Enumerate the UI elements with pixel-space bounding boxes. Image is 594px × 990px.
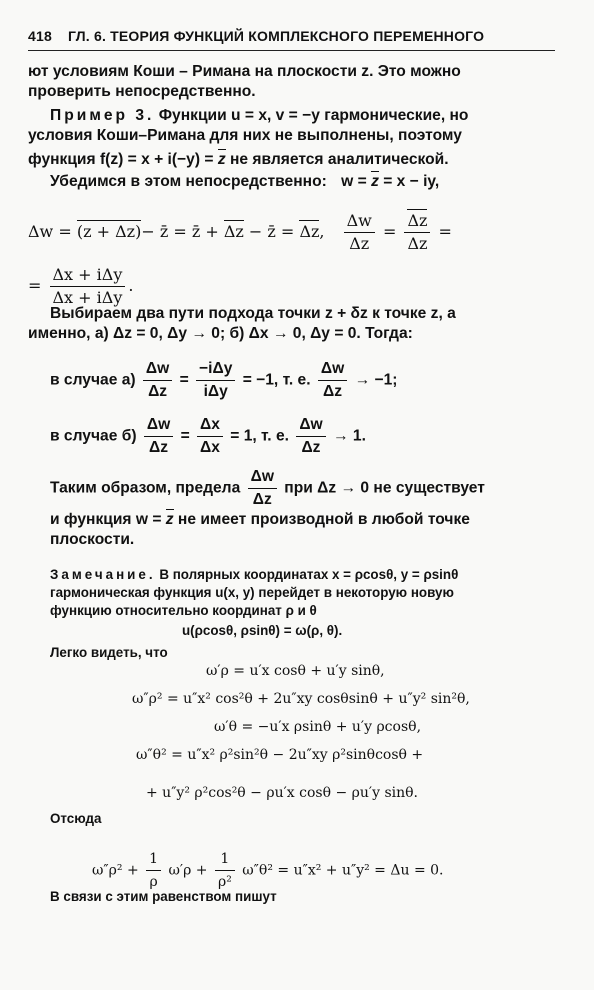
formula-text: = −1, т. е. bbox=[242, 371, 311, 389]
text-line: функцию относительно координат ρ и θ bbox=[50, 603, 317, 618]
text-line: гармоническая функция u(x, y) перейдет в некоторую новую bbox=[50, 585, 454, 600]
formula-text: ω″ρ² + bbox=[92, 862, 139, 879]
formula-text: при Δz → 0 не существует bbox=[284, 479, 485, 497]
text-line: ют условиям Коши – Римана на плоскости z. Это можно bbox=[28, 63, 461, 80]
numerator: Δx bbox=[197, 414, 223, 437]
overlined-expr: Δz bbox=[223, 222, 244, 241]
formula-text: ω″θ² = u″x² + u″y² = Δu = 0. bbox=[242, 862, 444, 879]
denominator: Δz bbox=[148, 383, 168, 400]
denominator: Δz bbox=[349, 234, 370, 253]
overlined-expr: Δz bbox=[299, 222, 320, 241]
numerator: 1 bbox=[215, 848, 235, 871]
formula-line: u(ρcosθ, ρsinθ) = ω(ρ, θ). bbox=[182, 623, 343, 638]
fraction bbox=[143, 358, 172, 403]
laplace-equation bbox=[92, 848, 443, 893]
fraction bbox=[404, 210, 430, 255]
text-line: Легко видеть, что bbox=[50, 645, 168, 660]
case-a-line bbox=[50, 358, 397, 403]
running-title: ГЛ. 6. ТЕОРИЯ ФУНКЦИЙ КОМПЛЕКСНОГО ПЕРЕМЕННОГО bbox=[67, 28, 485, 44]
formula-text: = bbox=[179, 371, 189, 389]
denominator: Δz bbox=[252, 491, 272, 508]
z-bar: z bbox=[217, 151, 226, 168]
case-b-line bbox=[50, 414, 366, 459]
text-line: Отсюда bbox=[50, 811, 102, 826]
formula-text: = bbox=[28, 276, 42, 295]
fraction bbox=[146, 848, 161, 893]
text-line: В связи с этим равенством пишут bbox=[50, 889, 277, 904]
formula-text: − z̄ = bbox=[248, 222, 295, 241]
page-number: 418 bbox=[28, 28, 52, 44]
text-line: условия Коши–Римана для них не выполнены, поэтому bbox=[28, 127, 462, 144]
equation-ratio bbox=[28, 264, 133, 309]
overlined-expr: (z + Δz) bbox=[76, 222, 142, 241]
example-label: Пример 3. bbox=[50, 107, 155, 124]
numerator: Δx + iΔy bbox=[50, 264, 126, 287]
example-line bbox=[50, 106, 468, 126]
fraction bbox=[344, 210, 375, 255]
fraction bbox=[196, 358, 235, 403]
denominator: Δz bbox=[407, 234, 428, 253]
denominator: Δz bbox=[323, 383, 343, 400]
formula-text: Убедимся в этом непосредственно: bbox=[50, 173, 327, 190]
denominator: ρ² bbox=[217, 874, 232, 890]
denominator: iΔy bbox=[203, 383, 228, 400]
numerator: Δz bbox=[407, 211, 428, 230]
text-line: проверить непосредственно. bbox=[28, 83, 256, 100]
text-line: Функции u = x, v = −y гармонические, но bbox=[158, 107, 469, 124]
fraction bbox=[144, 414, 173, 459]
running-header bbox=[28, 28, 553, 44]
formula-text: Таким образом, предела bbox=[50, 479, 241, 497]
denominator: Δx bbox=[200, 439, 220, 456]
fraction bbox=[248, 466, 277, 511]
z-bar: z bbox=[165, 511, 174, 528]
text-line bbox=[50, 172, 439, 192]
formula-text: w = bbox=[341, 173, 367, 190]
derivative-formula: ω′ρ = u′x cosθ + u′y sinθ, bbox=[206, 663, 385, 679]
formula-text: , bbox=[319, 222, 325, 241]
derivative-formula: ω″θ² = u″x² ρ²sin²θ − 2u″xy ρ²sinθcosθ + bbox=[136, 747, 424, 763]
text-line bbox=[50, 466, 485, 511]
fraction bbox=[318, 358, 347, 403]
formula-text: = 1, т. е. bbox=[230, 427, 289, 445]
equation-delta-w bbox=[28, 210, 452, 255]
header-rule bbox=[28, 50, 555, 51]
denominator: Δz bbox=[149, 439, 169, 456]
numerator: Δw bbox=[318, 358, 347, 381]
formula-text: и функция w = bbox=[50, 511, 162, 528]
fraction bbox=[197, 414, 223, 459]
case-label: в случае б) bbox=[50, 427, 137, 445]
text-line: именно, а) Δz = 0, Δy → 0; б) Δx → 0, Δy = 0. Тогда: bbox=[28, 325, 413, 342]
numerator: Δw bbox=[248, 466, 277, 489]
text-line bbox=[50, 510, 470, 530]
formula-text: → −1; bbox=[354, 371, 398, 389]
fraction bbox=[296, 414, 325, 459]
formula-text: → 1. bbox=[333, 427, 366, 445]
numerator: −iΔy bbox=[196, 358, 235, 381]
derivative-formula: ω′θ = −u′x ρsinθ + u′y ρcosθ, bbox=[214, 719, 422, 735]
numerator: 1 bbox=[146, 848, 161, 871]
formula-text: = bbox=[382, 222, 397, 241]
formula-text: = bbox=[180, 427, 190, 445]
case-label: в случае а) bbox=[50, 371, 136, 389]
numerator: Δw bbox=[296, 414, 325, 437]
formula-text: Δw = bbox=[28, 222, 72, 241]
text-line bbox=[28, 150, 449, 170]
formula-text: = x − iy, bbox=[383, 173, 440, 190]
numerator: Δw bbox=[143, 358, 172, 381]
formula-text: функция f(z) = x + i(−y) = bbox=[28, 151, 214, 168]
derivative-formula: + u″y² ρ²cos²θ − ρu′x cosθ − ρu′y sinθ. bbox=[146, 785, 418, 801]
formula-text: − z̄ = z̄ + bbox=[141, 222, 224, 241]
remark-label: Замечание. bbox=[50, 567, 156, 582]
numerator: Δw bbox=[344, 210, 375, 233]
text-line: В полярных координатах x = ρcosθ, y = ρsinθ bbox=[159, 567, 459, 582]
fraction bbox=[50, 264, 126, 309]
derivative-formula: ω″ρ² = u″x² cos²θ + 2u″xy cosθsinθ + u″y² sin²θ, bbox=[132, 691, 470, 707]
formula-text: не имеет производной в любой точке bbox=[177, 511, 470, 528]
text-line: Выбираем два пути подхода точки z + δz к точке z, а bbox=[50, 305, 456, 322]
text-line: плоскости. bbox=[50, 531, 135, 548]
formula-text: . bbox=[128, 276, 134, 295]
formula-text: ω′ρ + bbox=[168, 862, 208, 879]
z-bar: z bbox=[371, 173, 379, 190]
denominator: Δz bbox=[301, 439, 321, 456]
denominator: Δx + iΔy bbox=[52, 288, 123, 307]
formula-text: не является аналитической. bbox=[229, 151, 449, 168]
numerator: Δw bbox=[144, 414, 173, 437]
denominator: ρ bbox=[149, 874, 158, 890]
remark-line bbox=[50, 566, 458, 584]
formula-text: = bbox=[438, 222, 452, 241]
fraction bbox=[215, 848, 235, 893]
